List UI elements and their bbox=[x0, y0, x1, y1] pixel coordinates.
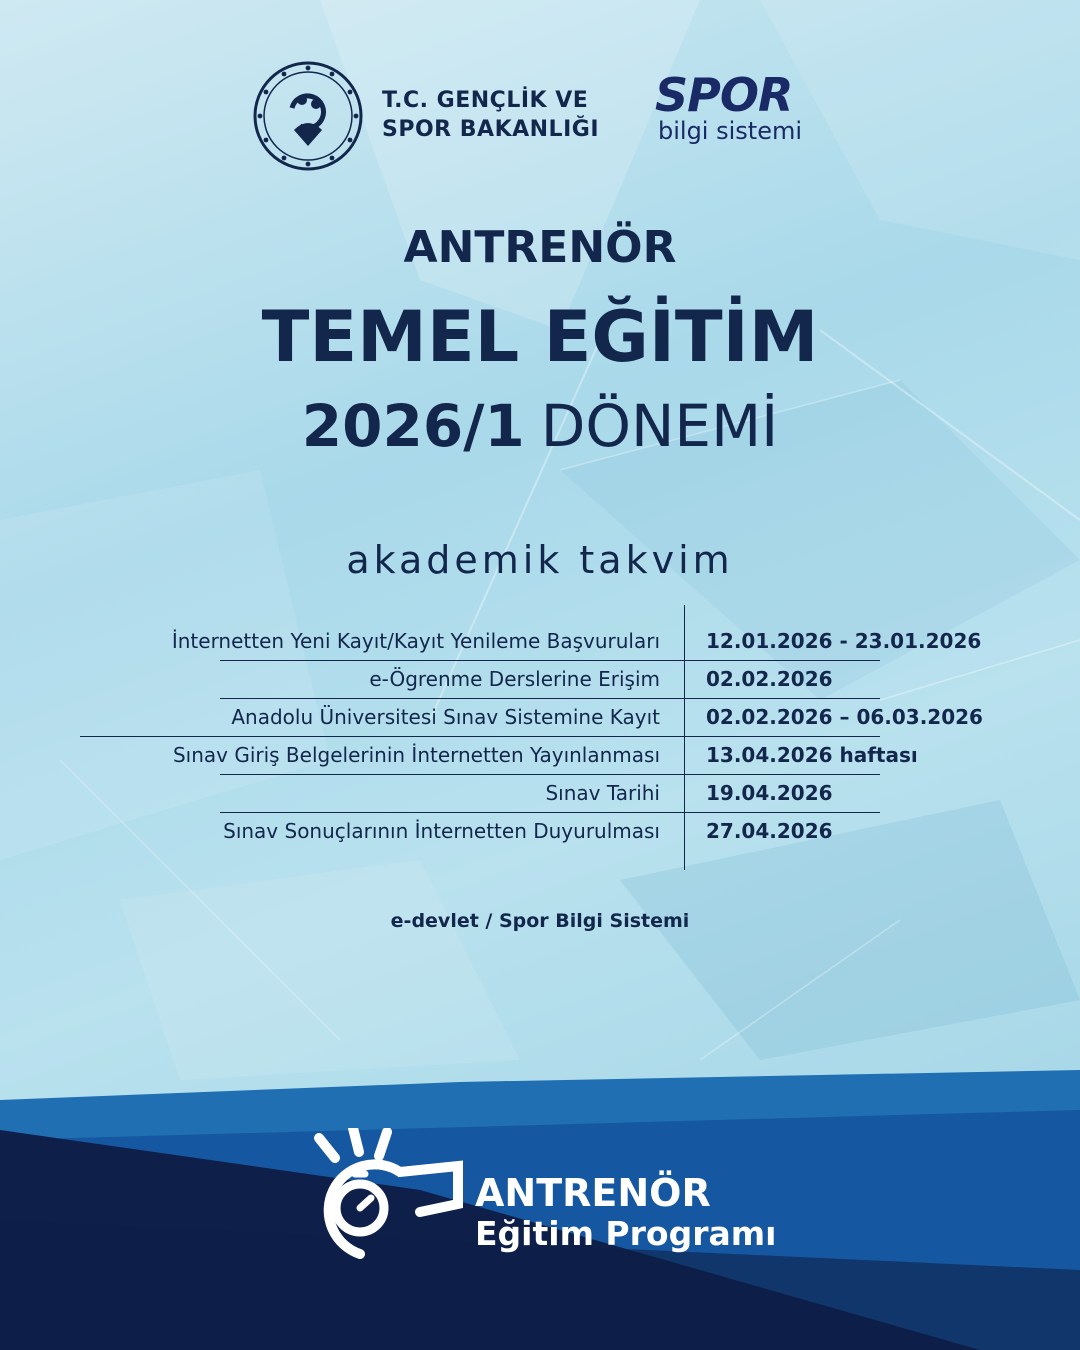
academic-calendar-table bbox=[0, 605, 1080, 875]
table-row bbox=[0, 623, 1080, 661]
table-row bbox=[0, 661, 1080, 699]
title-period-word: DÖNEMİ bbox=[540, 392, 779, 460]
event-label: Sınav Giriş Belgelerinin İnternetten Yayınlanması bbox=[172, 743, 660, 767]
table-row bbox=[0, 699, 1080, 737]
application-channel-note: e-devlet / Spor Bilgi Sistemi bbox=[390, 910, 690, 932]
event-date: 02.02.2026 – 06.03.2026 bbox=[706, 705, 983, 729]
whistle-icon bbox=[305, 1128, 465, 1278]
ministry-line-2: SPOR BAKANLIĞI bbox=[382, 117, 599, 142]
title-year: 2026/1 bbox=[301, 392, 525, 460]
title-period bbox=[0, 392, 1080, 460]
ministry-name bbox=[382, 86, 599, 144]
section-subtitle: akademik takvim bbox=[346, 538, 734, 582]
logo-header bbox=[0, 60, 1080, 170]
spor-logo-subtitle: bilgi sistemi bbox=[658, 117, 802, 145]
event-date: 12.01.2026 - 23.01.2026 bbox=[706, 629, 982, 653]
event-label: Sınav Sonuçlarının İnternetten Duyurulması bbox=[223, 819, 660, 843]
event-date: 27.04.2026 bbox=[706, 819, 833, 843]
event-label: Sınav Tarihi bbox=[545, 781, 660, 805]
spor-logo-word: SPOR bbox=[655, 68, 793, 122]
event-label: e-Ögrenme Derslerine Erişim bbox=[369, 667, 660, 691]
ministry-seal-icon bbox=[252, 60, 364, 172]
title-line-1: ANTRENÖR bbox=[403, 222, 677, 273]
event-date: 19.04.2026 bbox=[706, 781, 833, 805]
table-row bbox=[0, 737, 1080, 775]
table-row bbox=[0, 775, 1080, 813]
event-label: İnternetten Yeni Kayıt/Kayıt Yenileme Başvuruları bbox=[171, 629, 660, 653]
program-title bbox=[475, 1172, 776, 1254]
event-date: 02.02.2026 bbox=[706, 667, 833, 691]
title-line-2: TEMEL EĞİTİM bbox=[261, 296, 819, 378]
spor-bilgi-sistemi-logo bbox=[655, 68, 802, 145]
program-title-line-2: Eğitim Programı bbox=[475, 1214, 777, 1253]
event-date: 13.04.2026 haftası bbox=[706, 743, 918, 767]
table-row bbox=[0, 813, 1080, 851]
ministry-line-1: T.C. GENÇLİK VE bbox=[382, 88, 589, 113]
program-title-line-1: ANTRENÖR bbox=[475, 1171, 711, 1215]
event-label: Anadolu Üniversitesi Sınav Sistemine Kayıt bbox=[231, 705, 660, 729]
